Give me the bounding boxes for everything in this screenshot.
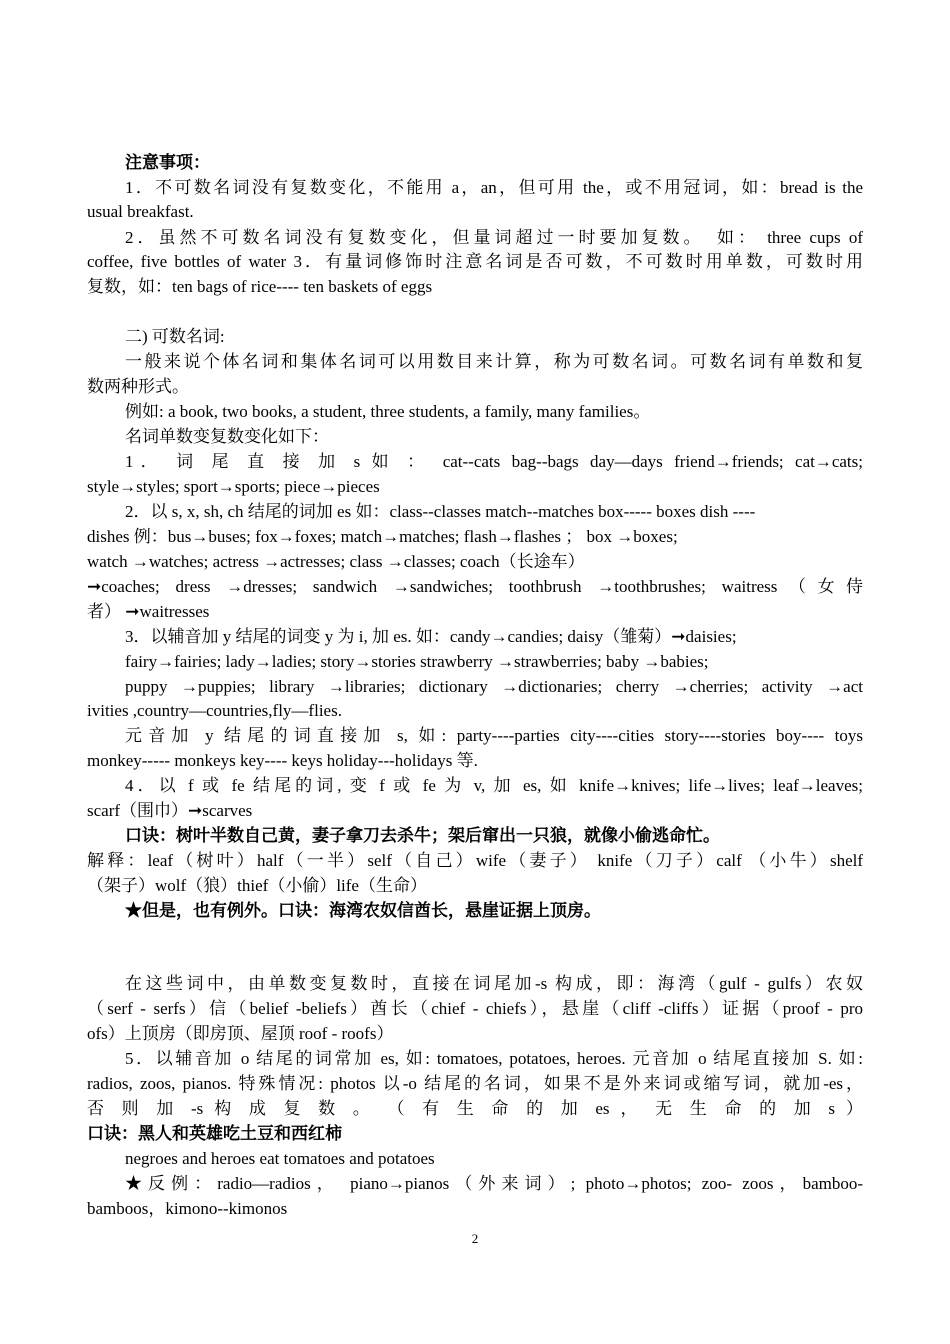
text-line: scarf（围巾）➞scarves (87, 801, 253, 820)
text-line: ➞coaches; dress →dresses; sandwich →sandwiches; toothbrush →toothbrushes; waitress（女侍 (87, 577, 863, 596)
text-line: ivities ,country—countries,fly—flies. (87, 701, 342, 720)
mnemonic-line: 口诀：黑人和英雄吃土豆和西红柿 (87, 1124, 342, 1143)
text-line: coffee, five bottles of water 3．有量词修饰时注意名词是否可数，不可数时用单数，可数时用 (87, 252, 863, 271)
text-line: bamboos，kimono--kimonos (87, 1199, 288, 1218)
text-line: 元音加 y 结尾的词直接加 s, 如: party----parties city----cities story----stories boy---- toys (125, 726, 863, 745)
text-line: ofs）上顶房（即房顶、屋顶 roof - roofs） (87, 1024, 394, 1043)
text-line: ★反例：radio—radios， piano→pianos（外来词）; photo→photos; zoo- zoos，bamboo- (125, 1174, 863, 1193)
text-line: 1． 词 尾 直 接 加 s 如 ： cat--cats bag--bags day—days friend→friends; cat→cats; (125, 452, 863, 471)
text-line: 一般来说个体名词和集体名词可以用数目来计算，称为可数名词。可数名词有单数和复 (125, 352, 863, 371)
text-line: 2．以 s, x, sh, ch 结尾的词加 es 如：class--classes match--matches box----- boxes dish ---- (125, 502, 756, 521)
text-line: （架子）wolf（狼）thief（小偷）life（生命） (87, 876, 427, 895)
text-line: 5．以辅音加 o 结尾的词常加 es, 如: tomatoes, potatoes, heroes. 元音加 o 结尾直接加 S. 如: (125, 1049, 863, 1068)
text-line: fairy→fairies; lady→ladies; story→stories strawberry →strawberries; baby →babies; (125, 652, 709, 671)
text-line: 者） ➞waitresses (87, 602, 210, 621)
text-line: monkey----- monkeys key---- keys holiday---holidays 等. (87, 751, 478, 770)
text-line: negroes and heroes eat tomatoes and potatoes (125, 1149, 435, 1168)
text-line: 复数，如：ten bags of rice---- ten baskets of eggs (87, 277, 433, 296)
text-line: radios, zoos, pianos. 特殊情况: photos 以-o 结尾的名词，如果不是外来词或缩写词，就加-es， (87, 1074, 863, 1093)
text-line: style→styles; sport→sports; piece→pieces (87, 477, 380, 496)
text-line: 在这些词中，由单数变复数时，直接在词尾加-s 构成，即：海湾（gulf - gulfs）农奴 (125, 974, 863, 993)
text-line: 数两种形式。 (87, 377, 189, 396)
text-line: （serf - serfs）信（belief -beliefs）酋长（chief - chiefs），悬崖（cliff -cliffs）证据（proof - pro (87, 999, 863, 1018)
mnemonic-line: ★但是，也有例外。口诀：海湾农奴信酋长，悬崖证据上顶房。 (125, 901, 601, 920)
text-line: watch →watches; actress →actresses; class →classes; coach（长途车） (87, 552, 585, 571)
text-line: 否 则 加 -s 构 成 复 数 。 （ 有 生 命 的 加 es ， 无 生 命 的 加 s ） (87, 1099, 863, 1118)
text-line: 4．以 f 或 fe 结尾的词, 变 f 或 fe 为 v, 加 es, 如 knife→knives; life→lives; leaf→leaves; (125, 776, 863, 795)
text-line: 1．不可数名词没有复数变化，不能用 a，an，但可用 the，或不用冠词，如：bread is the (125, 178, 863, 197)
text-line: 3．以辅音加 y 结尾的词变 y 为 i, 加 es. 如：candy→candies; daisy（雏菊）➞daisies; (125, 627, 737, 646)
text-line: dishes 例：bus→buses; fox→foxes; match→matches; flash→flashes ； box →boxes; (87, 527, 678, 546)
mnemonic-line: 口诀：树叶半数自己黄，妻子拿刀去杀牛；架后窜出一只狼，就像小偷逃命忙。 (125, 826, 720, 845)
text-line: 名词单数变复数变化如下： (125, 427, 329, 446)
page-number: 2 (471, 1231, 479, 1246)
text-line: 例如: a book, two books, a student, three students, a family, many families。 (125, 402, 651, 421)
text-line: usual breakfast. (87, 202, 194, 221)
text-line: puppy →puppies; library →libraries; dictionary →dictionaries; cherry →cherries; activity →act (125, 677, 863, 696)
heading-notes: 注意事项： (125, 153, 210, 172)
text-line: 解释：leaf（树叶）half（一半）self（自己）wife（妻子） knife（刀子）calf （小牛）shelf (87, 851, 863, 870)
text-line: 2．虽然不可数名词没有复数变化，但量词超过一时要加复数。 如： three cups of (125, 228, 863, 247)
section-heading: 二) 可数名词: (125, 327, 225, 346)
